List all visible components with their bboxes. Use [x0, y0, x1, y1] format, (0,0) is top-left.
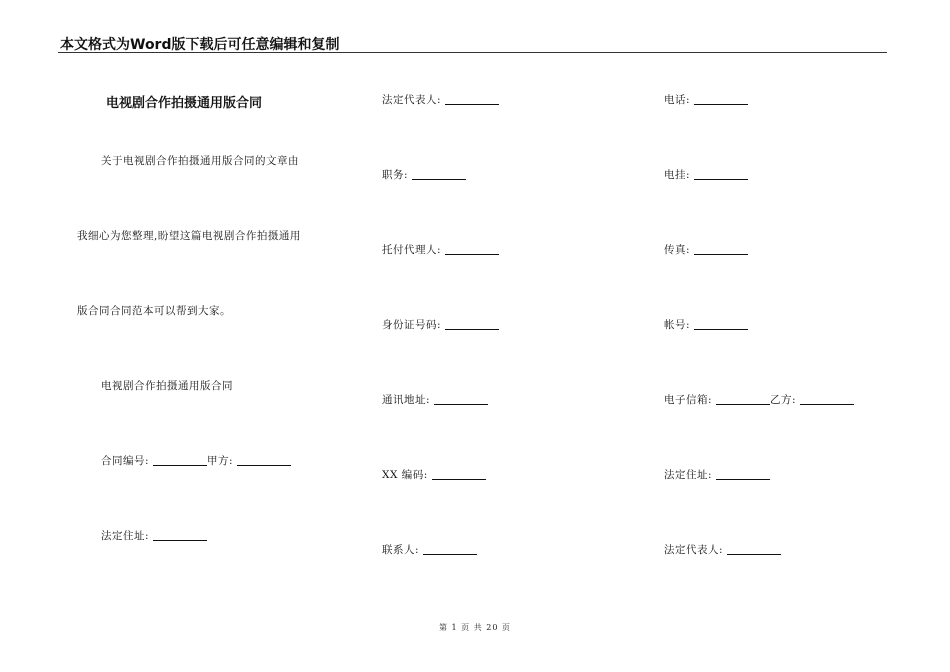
- email-label: 电子信箱:: [664, 394, 713, 406]
- agent-label: 托付代理人:: [382, 244, 442, 256]
- party-b-label: 乙方:: [770, 394, 797, 406]
- legal-address-row: [101, 528, 207, 543]
- legal-address-blank: [153, 530, 207, 541]
- intro-line-2: 我细心为您整理,盼望这篇电视剧合作拍摄通用: [77, 230, 301, 242]
- fax-row: [664, 242, 748, 257]
- telex-label: 电挂:: [664, 169, 691, 181]
- contact-label: 联系人:: [382, 544, 420, 556]
- contract-number-row: [101, 453, 291, 468]
- legal-rep-label: 法定代表人:: [382, 94, 442, 106]
- party-a-label: 甲方:: [207, 455, 234, 467]
- id-number-label: 身份证号码:: [382, 319, 442, 331]
- account-blank: [694, 319, 748, 330]
- telex-blank: [694, 169, 748, 180]
- phone-label: 电话:: [664, 94, 691, 106]
- address-blank: [434, 394, 488, 405]
- party-b-legal-rep-row: [664, 542, 781, 557]
- phone-blank: [694, 94, 748, 105]
- telex-row: [664, 167, 748, 182]
- contract-number-label: 合同编号:: [101, 455, 150, 467]
- account-label: 帐号:: [664, 319, 691, 331]
- party-a-blank: [237, 455, 291, 466]
- party-b-blank: [800, 394, 854, 405]
- header-divider: [58, 52, 887, 53]
- legal-rep-blank: [445, 94, 499, 105]
- contract-number-blank: [153, 455, 207, 466]
- postcode-label: XX 编码:: [382, 469, 428, 481]
- postcode-row: [382, 467, 486, 482]
- account-row: [664, 317, 748, 332]
- position-label: 职务:: [382, 169, 409, 181]
- intro-line-3: 版合同合同范本可以帮到大家。: [77, 305, 231, 317]
- party-b-legal-rep-label: 法定代表人:: [664, 544, 724, 556]
- document-title: 电视剧合作拍摄通用版合同: [106, 96, 263, 111]
- email-row: [664, 392, 854, 407]
- party-b-legal-address-label: 法定住址:: [664, 469, 713, 481]
- id-number-blank: [445, 319, 499, 330]
- party-b-legal-address-blank: [716, 469, 770, 480]
- intro-line-1: 关于电视剧合作拍摄通用版合同的文章由: [101, 155, 299, 167]
- fax-label: 传真:: [664, 244, 691, 256]
- legal-rep-row: [382, 92, 499, 107]
- contact-row: [382, 542, 477, 557]
- agent-row: [382, 242, 499, 257]
- page-header-title: 本文格式为Word版下载后可任意编辑和复制: [60, 37, 340, 53]
- address-row: [382, 392, 488, 407]
- party-b-legal-address-row: [664, 467, 770, 482]
- position-blank: [412, 169, 466, 180]
- legal-address-label: 法定住址:: [101, 530, 150, 542]
- email-blank: [716, 394, 770, 405]
- phone-row: [664, 92, 748, 107]
- address-label: 通讯地址:: [382, 394, 431, 406]
- contact-blank: [423, 544, 477, 555]
- page-number: 第 1 页 共 20 页: [439, 623, 511, 632]
- postcode-blank: [432, 469, 486, 480]
- fax-blank: [694, 244, 748, 255]
- id-number-row: [382, 317, 499, 332]
- contract-heading: 电视剧合作拍摄通用版合同: [101, 380, 233, 392]
- agent-blank: [445, 244, 499, 255]
- party-b-legal-rep-blank: [727, 544, 781, 555]
- position-row: [382, 167, 466, 182]
